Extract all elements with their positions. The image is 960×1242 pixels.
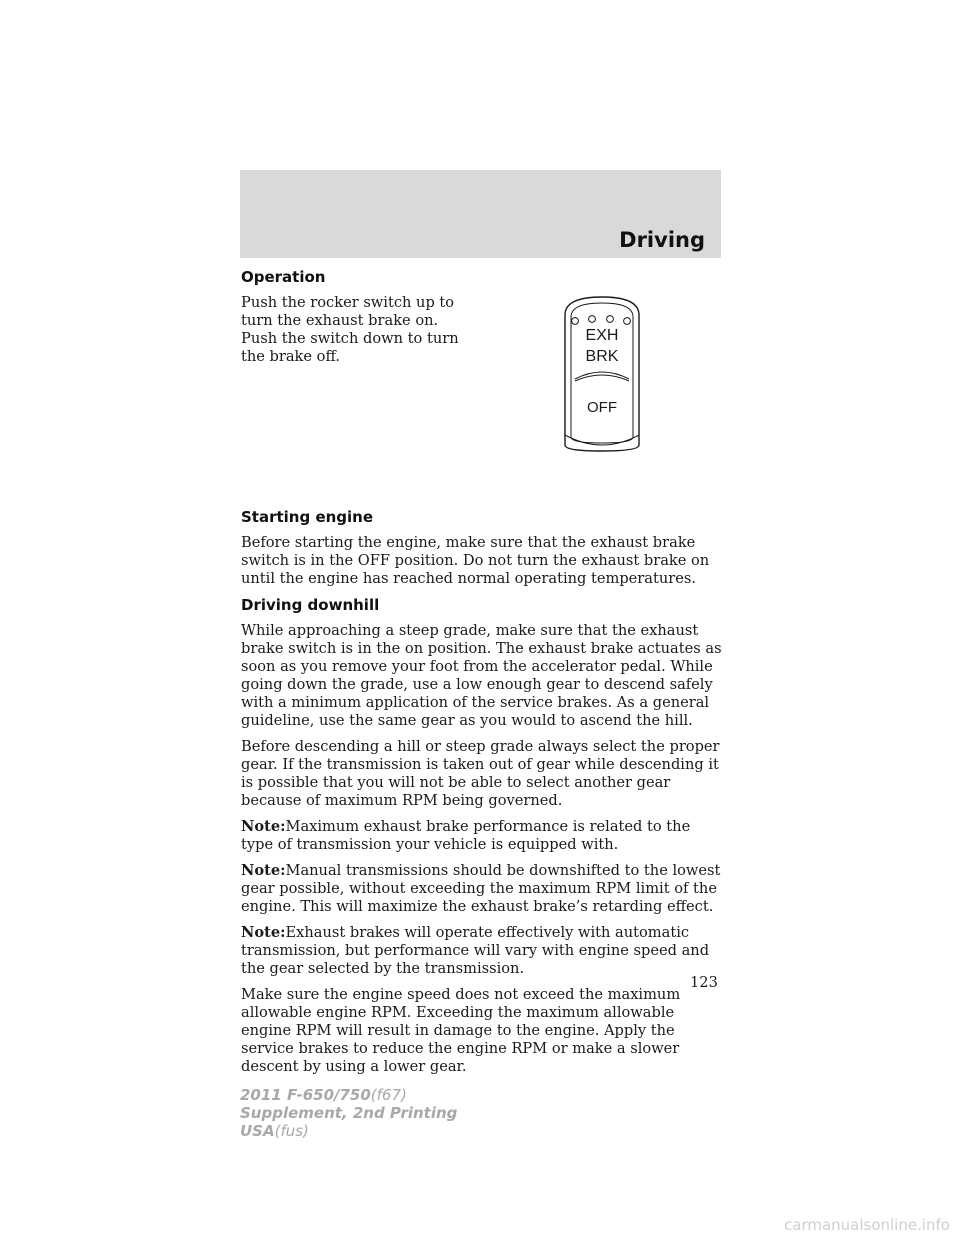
note-1-label: Note: xyxy=(241,818,286,835)
section-title: Driving xyxy=(619,228,705,252)
note-2-text: Manual transmissions should be downshifted to the lowest gear possible, without exceeding the maximum RPM limit of the engine. This will maximize the exhaust brake’s retarding effect. xyxy=(241,862,721,915)
note-2-label: Note: xyxy=(241,862,286,879)
note-1-text: Maximum exhaust brake performance is related to the type of transmission your vehicle is equipped with. xyxy=(241,818,691,853)
footer-model-code: (f67) xyxy=(370,1086,407,1104)
switch-label-off: OFF xyxy=(587,399,617,416)
starting-engine-heading: Starting engine xyxy=(241,508,374,526)
switch-label-brk: BRK xyxy=(585,348,619,365)
figure-spacer xyxy=(241,366,723,508)
note-3-label: Note: xyxy=(241,924,286,941)
switch-label-exh: EXH xyxy=(585,327,619,344)
operation-text: Push the rocker switch up to turn the exhaust brake on. Push the switch down to turn the brake off. xyxy=(241,294,459,365)
footer-line-1 xyxy=(240,1086,457,1104)
driving-downhill-para3: Make sure the engine speed does not exceed the maximum allowable engine RPM. Exceeding the maximum allowable engine RPM will result in damage to the engine. Apply the service brakes to reduce the engine RPM or make a slower descent by using a lower gear. xyxy=(241,986,681,1075)
starting-engine-text: Before starting the engine, make sure that the exhaust brake switch is in the OFF position. Do not turn the exhaust brake on until the engine has reached normal operating temperatures. xyxy=(241,534,710,587)
driving-downhill-para1: While approaching a steep grade, make sure that the exhaust brake switch is in the on position. The exhaust brake actuates as soon as you remove your foot from the accelerator pedal. While going down the grade, use a low enough gear to descend safely with a minimum application of the service brakes. As a general guideline, use the same gear as you would to ascend the hill. xyxy=(241,622,722,729)
page-content xyxy=(241,268,723,1084)
exhaust-brake-switch-icon xyxy=(559,295,645,455)
footer xyxy=(240,1086,457,1140)
operation-heading: Operation xyxy=(241,268,326,286)
footer-model: 2011 F-650/750 xyxy=(240,1086,371,1104)
driving-downhill-heading: Driving downhill xyxy=(241,596,380,614)
note-3 xyxy=(241,924,723,978)
footer-line-3 xyxy=(240,1122,457,1140)
driving-downhill-para2: Before descending a hill or steep grade always select the proper gear. If the transmission is taken out of gear while descending it is possible that you will not be able to select another gear because of maximum RPM being governed. xyxy=(241,738,720,809)
note-1 xyxy=(241,818,723,854)
footer-line-2: Supplement, 2nd Printing xyxy=(240,1104,458,1122)
header-band xyxy=(240,170,721,258)
note-3-text: Exhaust brakes will operate effectively with automatic transmission, but performance will vary with engine speed and the gear selected by the transmission. xyxy=(241,924,710,977)
footer-market-code: (fus) xyxy=(274,1122,309,1140)
note-2 xyxy=(241,862,723,916)
watermark: carmanualsonline.info xyxy=(784,1216,950,1234)
page-number: 123 xyxy=(690,974,718,991)
footer-market: USA xyxy=(240,1122,275,1140)
